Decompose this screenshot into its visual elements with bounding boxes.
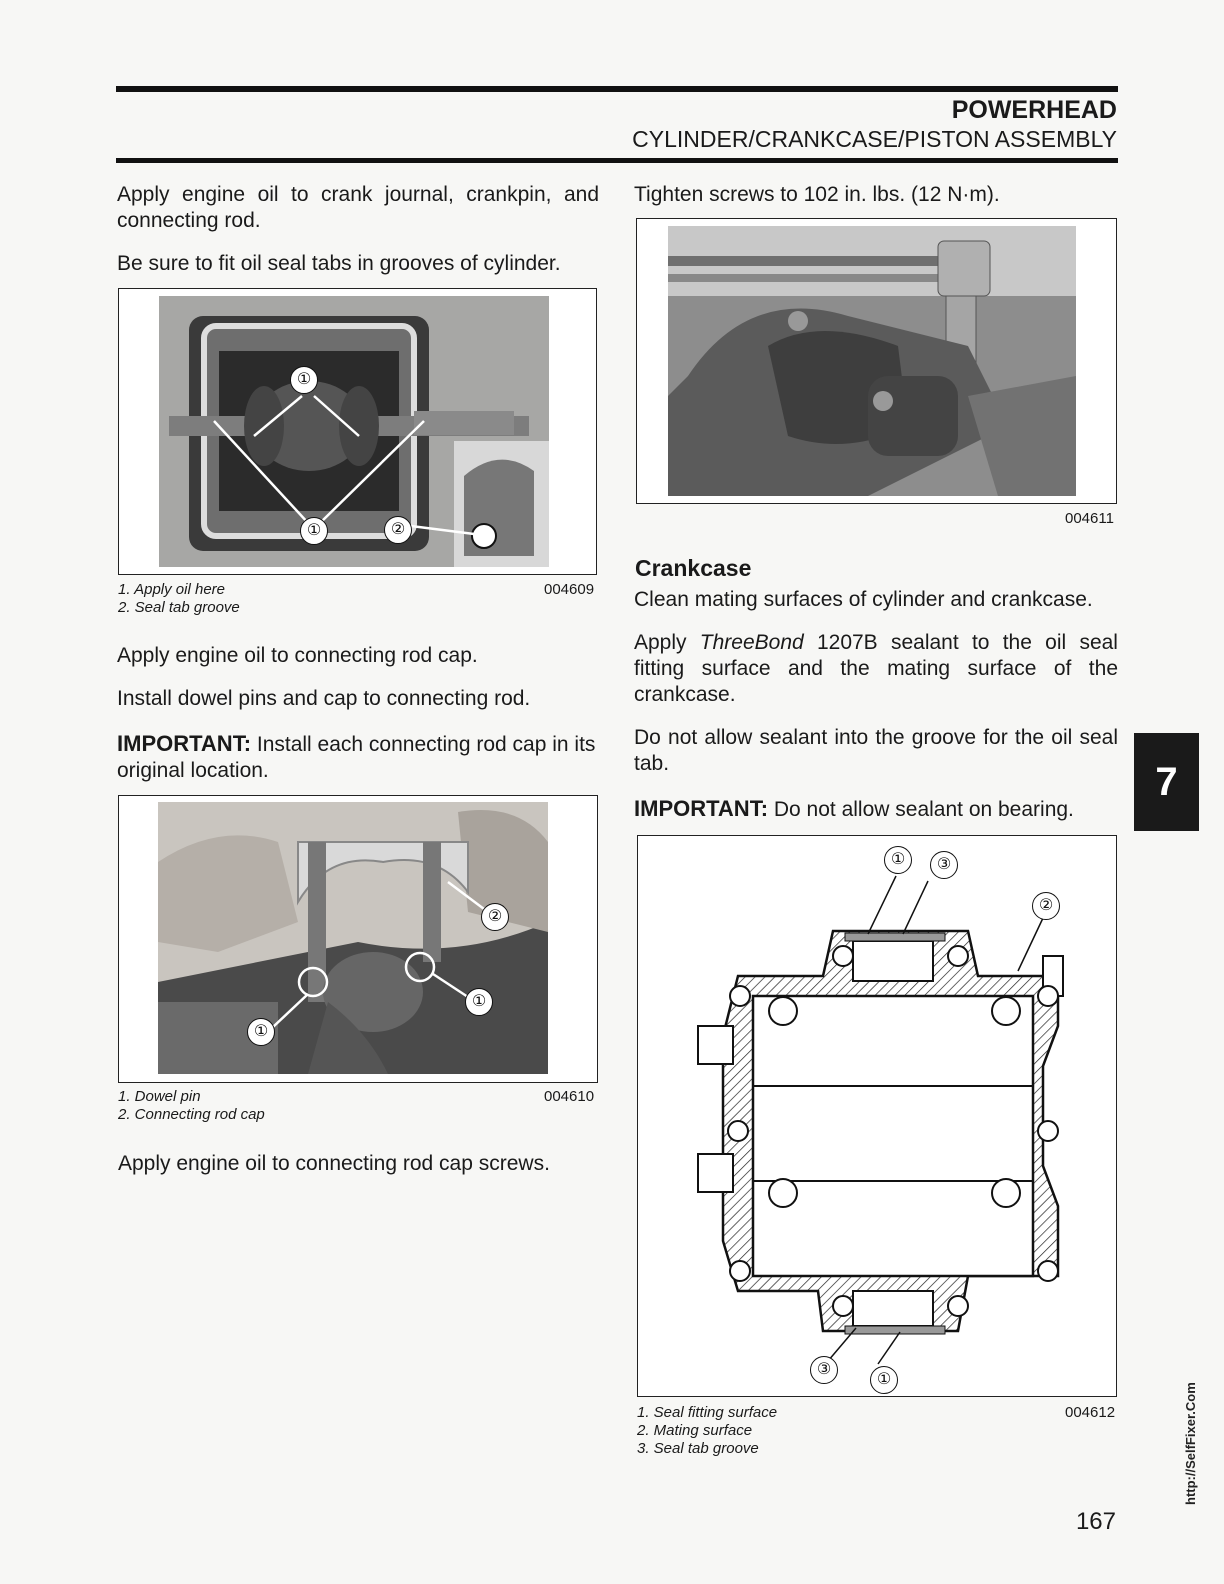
figure-rod-cap [118,795,598,1083]
side-url-text: http://SelfFixer.Com [1183,1382,1198,1505]
section-title-crankcase: Crankcase [635,555,752,581]
paragraph-rod-cap-screws: Apply engine oil to connecting rod cap screws. [118,1152,550,1175]
caption-item: 3. Seal tab groove [637,1440,759,1457]
diagram-callout-1-bottom: ① [870,1366,898,1394]
paragraph-crank-oil: Apply engine oil to crank journal, crankpin, and connecting rod. [117,183,599,232]
callout-1-dowel-left: ① [247,1018,275,1046]
photo-rod-cap [158,802,548,1074]
caption-item: 1. Seal fitting surface [637,1404,778,1421]
figure-1-number: 004609 [544,581,595,598]
figure-4-caption [637,1404,777,1458]
header-top-rule [116,86,1118,92]
diagram-callout-2: ② [1032,892,1060,920]
callout-2: ② [384,516,412,544]
caption-item: 1. Apply oil here [118,581,226,598]
important-note-1 [117,731,599,784]
caption-item: 1. Dowel pin [118,1088,201,1105]
section-subtitle: CYLINDER/CRANKCASE/PISTON ASSEMBLY [632,126,1117,152]
sealant-text-b: 1207B sealant to the oil seal fitting surface and the mating surface of the crankcase. [634,631,1118,706]
paragraph-groove-warning: Do not allow sealant into the groove for the oil seal tab. [634,726,1118,775]
figure-1-caption [118,581,240,617]
figure-crankshaft [118,288,597,575]
important-note-2 [634,796,1118,823]
crankcase-line-drawing [638,836,1116,1396]
callout-2-rod-cap: ② [481,903,509,931]
figure-torque [636,218,1117,504]
left-column [117,182,599,277]
paragraph-dowel-pins: Install dowel pins and cap to connecting rod. [117,687,531,710]
caption-item: 2. Mating surface [637,1422,753,1439]
photo-torque-wrench [668,226,1076,496]
paragraph-rod-cap-oil: Apply engine oil to connecting rod cap. [117,644,478,667]
figure-4-number: 004612 [1065,1404,1116,1421]
page-number: 167 [1075,1508,1116,1535]
callout-1-bottom: ① [300,517,328,545]
figure-2-number: 004610 [544,1088,595,1105]
diagram-callout-3-top: ③ [930,851,958,879]
figure-crankcase-diagram [637,835,1117,1397]
important-text: Install each connecting rod cap in its original location. [117,733,596,782]
diagram-callout-3-bottom: ③ [810,1356,838,1384]
diagram-callout-1-top: ① [884,846,912,874]
paragraph-sealant [634,630,1118,708]
important-label: IMPORTANT: [634,796,769,821]
paragraph-seal-tabs: Be sure to fit oil seal tabs in grooves of cylinder. [117,252,561,275]
callout-1-dowel-right: ① [465,988,493,1016]
sealant-brand: ThreeBond [699,631,804,654]
caption-item: 2. Seal tab groove [118,599,240,616]
caption-item: 2. Connecting rod cap [118,1106,265,1123]
chapter-title: POWERHEAD [951,96,1117,124]
paragraph-clean-surfaces: Clean mating surfaces of cylinder and crankcase. [634,588,1093,611]
left-column-middle [117,643,599,784]
sealant-text-a: Apply [634,631,700,654]
figure-2-caption [118,1088,265,1124]
paragraph-torque: Tighten screws to 102 in. lbs. (12 N·m). [634,183,1000,206]
important-label: IMPORTANT: [117,731,252,756]
figure-3-number: 004611 [1065,510,1114,527]
important-text: Do not allow sealant on bearing. [768,798,1074,821]
header-bottom-rule [116,158,1118,163]
callout-1-top: ① [290,366,318,394]
photo-crankshaft [159,296,549,567]
right-column-text [634,587,1118,823]
chapter-tab: 7 [1134,733,1199,831]
